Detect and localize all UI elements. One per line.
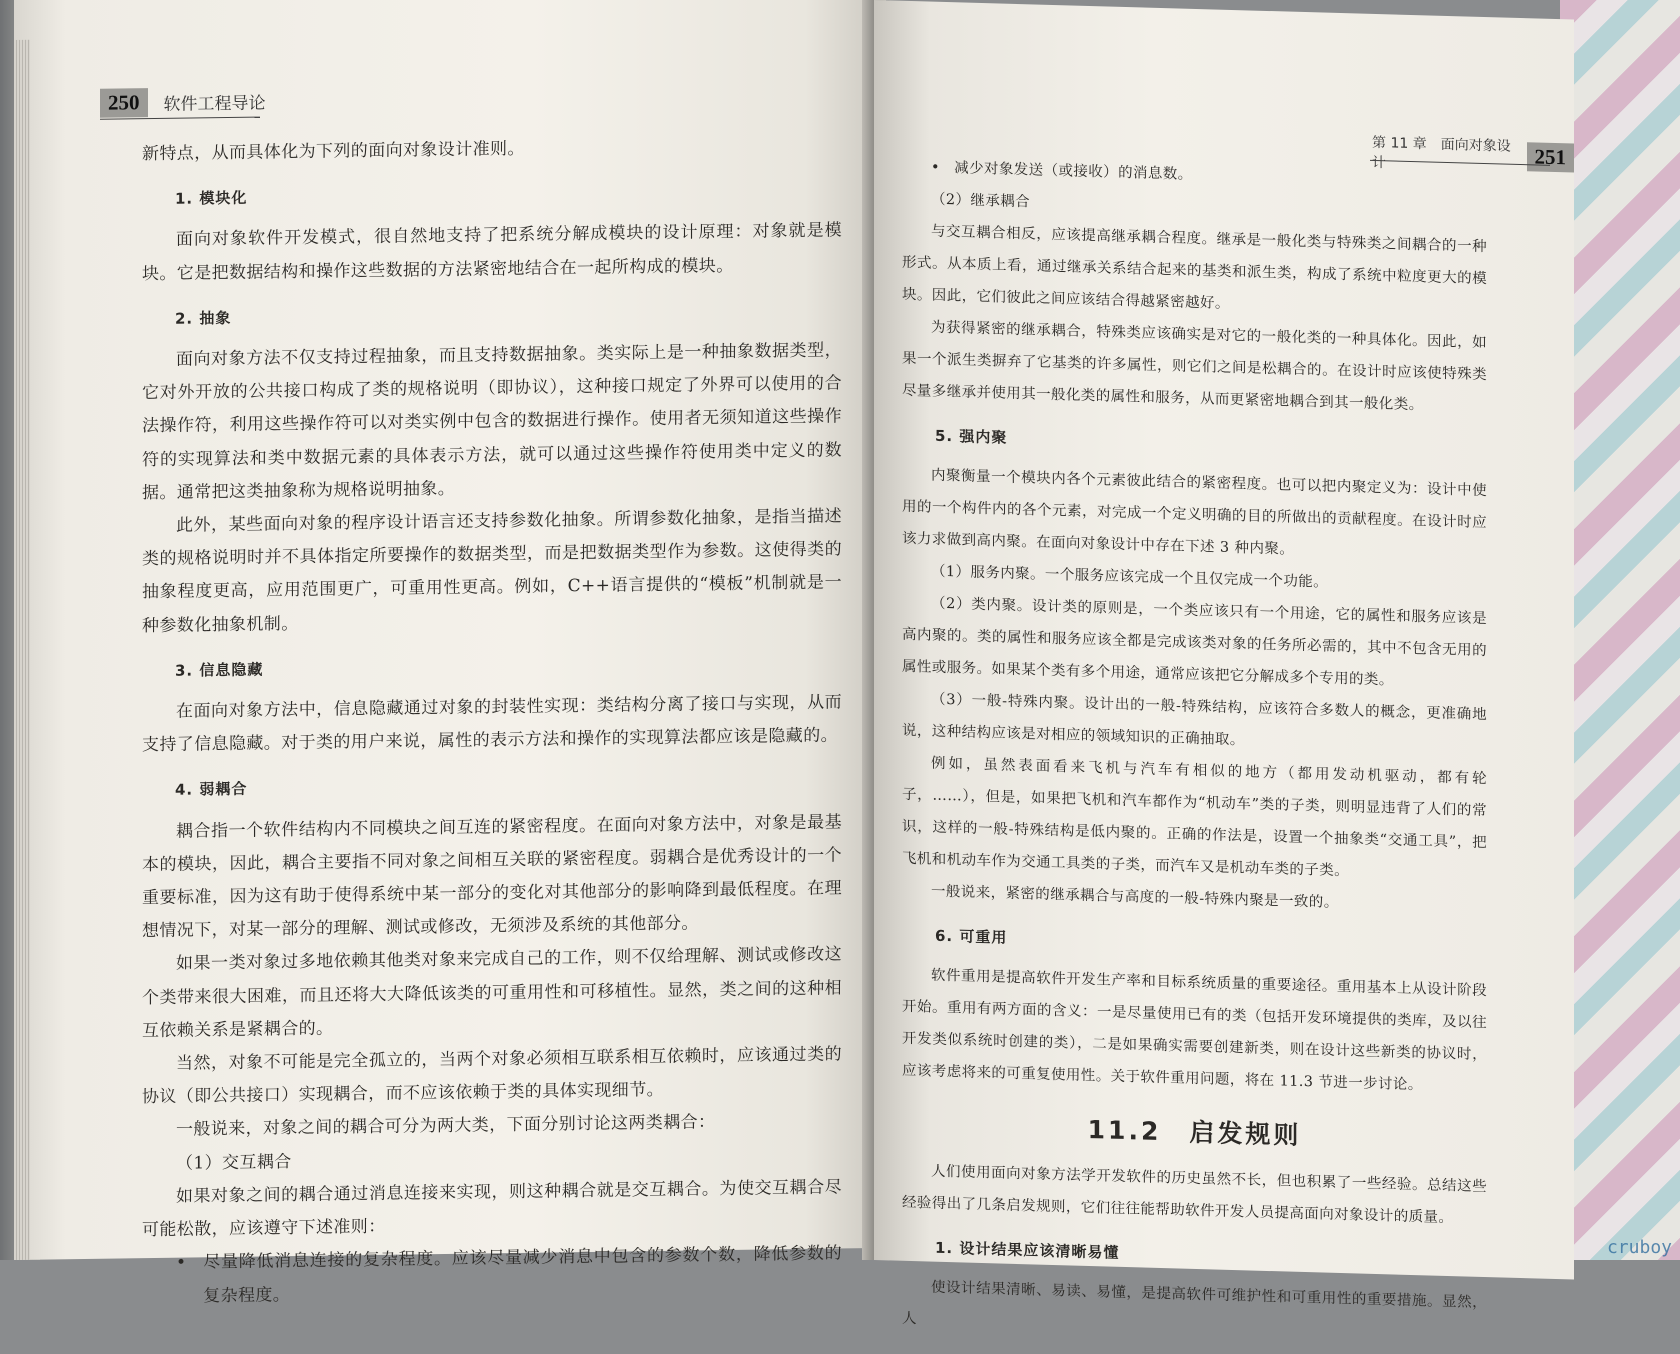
bullet-text: 减少对象发送（或接收）的消息数。	[954, 160, 1193, 183]
paragraph: 新特点，从而具体化为下列的面向对象设计准则。	[142, 138, 525, 165]
paragraph: 此外，某些面向对象的程序设计语言还支持参数化抽象。所谓参数化抽象，是指当描述类的规格说明时并不具体指定所要操作的数据类型，而是把数据类型作为参数。这使得类的抽象程度更高，应用范围更广，可重用性更高。例如，C++语言提供的“模板”机制就是一种参数化抽象机制。	[142, 506, 842, 636]
page-number-left: 250	[100, 88, 148, 118]
paragraph: 如果一类对象过多地依赖其他类对象来完成自己的工作，则不仅给理解、测试或修改这个类带来很大困难，而且还将大大降低该类的可重用性和可移植性。显然，类之间的这种相互依赖关系是紧耦合的。	[142, 944, 842, 1042]
paragraph: 面向对象软件开发模式，很自然地支持了把系统分解成模块的设计原理：对象就是模块。它是把数据结构和操作这些数据的方法紧密地结合在一起所构成的模块。	[142, 220, 842, 284]
subheading-inheritance-coupling: （2）继承耦合	[931, 191, 1031, 211]
paragraph: 例如，虽然表面看来飞机与汽车有相似的地方（都用发动机驱动，都有轮子，……），但是，如果把飞机和汽车都作为“机动车”类的子类，则明显违背了人们的常识，这样的一般-特殊结构是低内聚的。正确的作法是，设置一个抽象类“交通工具”，把飞机和机动车作为交通工具类的子类，而汽车又是机动车类的子类。	[902, 755, 1487, 880]
paragraph: （2）类内聚。设计类的原则是，一个类应该只有一个用途，它的属性和服务应该是高内聚的。类的属性和服务应该全都是完成该类对象的任务所必需的，其中不包含无用的属性或服务。如果某个类有多个用途，通常应该把它分解成多个专用的类。	[902, 595, 1487, 689]
paragraph: 与交互耦合相反，应该提高继承耦合程度。继承是一般化类与特殊类之间耦合的一种形式。从本质上看，通过继承关系结合起来的基类和派生类，构成了系统中粒度更大的模块。因此，它们彼此之间应该结合得越紧密越好。	[902, 223, 1487, 312]
heading-weak-coupling: 4. 弱耦合	[175, 780, 248, 800]
bullet-dot: •	[176, 1252, 187, 1274]
heading-modularity: 1. 模块化	[175, 188, 248, 208]
paragraph: 软件重用是提高软件开发生产率和目标系统质量的重要途径。重用基本上从设计阶段开始。重用有两方面的含义：一是尽量使用已有的类（包括开发环境提供的类库，及以往开发类似系统时创建的类），二是如果确实需要创建新类，则在设计这些新类的协议时，应该考虑将来的可重复使用性。关于软件重用问题，将在 11.3 节进一步讨论。	[902, 967, 1487, 1094]
left-page	[14, 0, 874, 1306]
paragraph: 为获得紧密的继承耦合，特殊类应该确实是对它的一般化类的一种具体化。因此，如果一个派生类摒弃了它基类的许多属性，则它们之间是松耦合的。在设计时应该使特殊类尽量多继承并使用其一般化类的属性和服务，从而更紧密地耦合到其一般化类。	[902, 319, 1487, 414]
running-title: 软件工程导论	[163, 93, 266, 115]
paragraph: （3）一般-特殊内聚。设计出的一般-特殊结构，应该符合多数人的概念，更准确地说，这种结构应该是对相应的领域知识的正确抽取。	[902, 691, 1487, 749]
paragraph: 人们使用面向对象方法学开发软件的历史虽然不长，但也积累了一些经验。总结这些经验得出了几条启发规则，它们往往能帮助软件开发人员提高面向对象设计的质量。	[902, 1163, 1487, 1227]
heading-rule-1: 1. 设计结果应该清晰易懂	[935, 1238, 1120, 1262]
heading-abstraction: 2. 抽象	[175, 308, 232, 328]
left-page-header	[100, 86, 266, 117]
page-number-right: 251	[1527, 142, 1575, 172]
heading-reusability: 6. 可重用	[935, 926, 1008, 947]
section-title: 11.2 启发规则	[1087, 1114, 1302, 1150]
paragraph: 内聚衡量一个模块内各个元素彼此结合的紧密程度。也可以把内聚定义为：设计中使用的一个构件内的各个元素，对完成一个定义明确的目的所做出的贡献程度。在设计时应该力求做到高内聚。在面向对象设计中存在下述 3 种内聚。	[902, 467, 1487, 558]
paragraph: 耦合指一个软件结构内不同模块之间互连的紧密程度。在面向对象方法中，对象是最基本的模块，因此，耦合主要指不同对象之间相互关联的紧密程度。弱耦合是优秀设计的一个重要标准，因为这有助于使得系统中某一部分的变化对其他部分的影响降到最低程度。在理想情况下，对某一部分的理解、测试或修改，无须涉及系统的其他部分。	[142, 812, 842, 942]
paragraph: （1）服务内聚。一个服务应该完成一个且仅完成一个功能。	[931, 563, 1329, 591]
paragraph: 使设计结果清晰、易读、易懂，是提高软件可维护性和可重用性的重要措施。显然，人	[902, 1279, 1487, 1328]
bullet-text: 尽量降低消息连接的复杂程度。应该尽量减少消息中包含的参数个数，降低参数的复杂程度。	[203, 1243, 842, 1306]
paragraph: 一般说来，对象之间的耦合可分为两大类，下面分别讨论这两类耦合：	[176, 1112, 716, 1141]
bullet-dot: •	[931, 159, 940, 176]
right-page-body	[902, 151, 1487, 1351]
watermark: cruboy	[1606, 1237, 1672, 1258]
subheading-interaction-coupling: （1）交互耦合	[176, 1151, 292, 1174]
paragraph: 面向对象方法不仅支持过程抽象，而且支持数据抽象。类实际上是一种抽象数据类型，它对外开放的公共接口构成了类的规格说明（即协议），这种接口规定了外界可以使用的合法操作符，利用这些操作符可以对类实例中包含的数据进行操作。使用者无须知道这些操作符的实现算法和类中数据元素的具体表示方法，就可以通过这些操作符使用类中定义的数据。通常把这类抽象称为规格说明抽象。	[142, 340, 842, 504]
paragraph: 一般说来，紧密的继承耦合与高度的一般-特殊内聚是一致的。	[931, 883, 1339, 911]
page-edges	[14, 40, 30, 1260]
paragraph: 在面向对象方法中，信息隐藏通过对象的封装性实现：类结构分离了接口与实现，从而支持了信息隐藏。对于类的用户来说，属性的表示方法和操作的实现算法都应该是隐藏的。	[142, 692, 842, 756]
paragraph: 当然，对象不可能是完全孤立的，当两个对象必须相互联系相互依赖时，应该通过类的协议（即公共接口）实现耦合，而不应该依赖于类的具体实现细节。	[142, 1044, 842, 1108]
paragraph: 如果对象之间的耦合通过消息连接来实现，则这种耦合就是交互耦合。为使交互耦合尽可能松散，应该遵守下述准则：	[142, 1177, 842, 1241]
right-page	[874, 0, 1574, 1328]
chapter-label: 第 11 章 面向对象设计	[1372, 134, 1511, 172]
left-page-body	[142, 128, 842, 1313]
heading-information-hiding: 3. 信息隐藏	[175, 660, 264, 680]
bullet-item	[142, 1238, 842, 1314]
background-cloth-right	[1560, 0, 1680, 1260]
heading-strong-cohesion: 5. 强内聚	[935, 426, 1008, 447]
